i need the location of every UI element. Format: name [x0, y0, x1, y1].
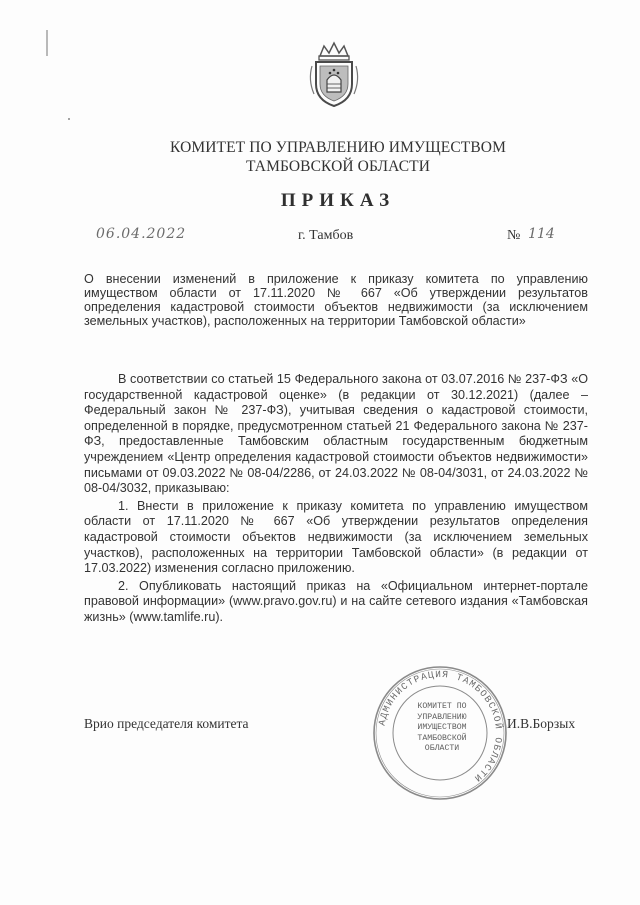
city-label: г. Тамбов — [298, 228, 354, 243]
signatory-role: Врио председателя комитета — [84, 716, 249, 731]
order-item-1: 1. Внести в приложение к приказу комитета по управлению имуществом области от 17.11.2020 № 667 «Об утверждении результатов определения кадастровой стоимости объектов недвижимости (за исключением земельных участков), расположенных на территории Тамбовской области» (в редакции от 17.03.2022) изменения согласно приложению. — [84, 498, 588, 576]
margin-pencil-mark — [46, 30, 48, 56]
seal-ring-text: АДМИНИСТРАЦИЯ ТАМБОВСКОЙ ОБЛАСТИ — [376, 668, 505, 785]
scan-speck — [68, 118, 70, 120]
org-line-1: КОМИТЕТ ПО УПРАВЛЕНИЮ ИМУЩЕСТВОМ — [170, 139, 506, 156]
issuing-organization — [120, 138, 556, 176]
order-item-2: 2. Опубликовать настоящий приказ на «Официальном интернет-портале правовой информации» (www.pravo.gov.ru) и на сайте сетевого издания «Тамбовская жизнь» (www.tamlife.ru). — [84, 578, 588, 624]
number-sign: № — [507, 228, 521, 243]
signatory-name: И.В.Борзых — [507, 716, 576, 731]
document-type-title: ПРИКАЗ — [280, 190, 396, 211]
handwritten-date: 06.04.2022 — [96, 226, 187, 242]
preamble-paragraph: В соответствии со статьей 15 Федерального закона от 03.07.2016 № 237-ФЗ «О государственной кадастровой оценке» (в редакции от 30.12.2021) (далее – Федеральный закон № 237-ФЗ), учитывая сведения о кадастровой стоимости, определенной в порядке, предусмотренном статьей 21 Федерального закона № 237-ФЗ, предоставленные Тамбовским областным государственным бюджетным учреждением «Центр определения кадастровой стоимости объектов недвижимости» письмами от 09.03.2022 № 08-04/2286, от 24.03.2022 № 08-04/3031, от 24.03.2022 № 08-04/3032, приказываю: — [84, 372, 588, 496]
seal-inner-text: КОМИТЕТ ПО УПРАВЛЕНИЮ ИМУЩЕСТВОМ ТАМБОВСКОЙ ОБЛАСТИ — [417, 702, 467, 754]
coat-of-arms-icon — [302, 40, 366, 110]
order-body — [84, 372, 588, 626]
order-subject: О внесении изменений в приложение к приказу комитета по управлению имуществом области от 17.11.2020 № 667 «Об утверждении результатов определения кадастровой стоимости объектов недвижимости (за исключением земельных участков), расположенных на территории Тамбовской области» — [84, 272, 588, 328]
handwritten-number: 114 — [528, 226, 555, 242]
org-line-2: ТАМБОВСКОЙ ОБЛАСТИ — [246, 158, 430, 175]
